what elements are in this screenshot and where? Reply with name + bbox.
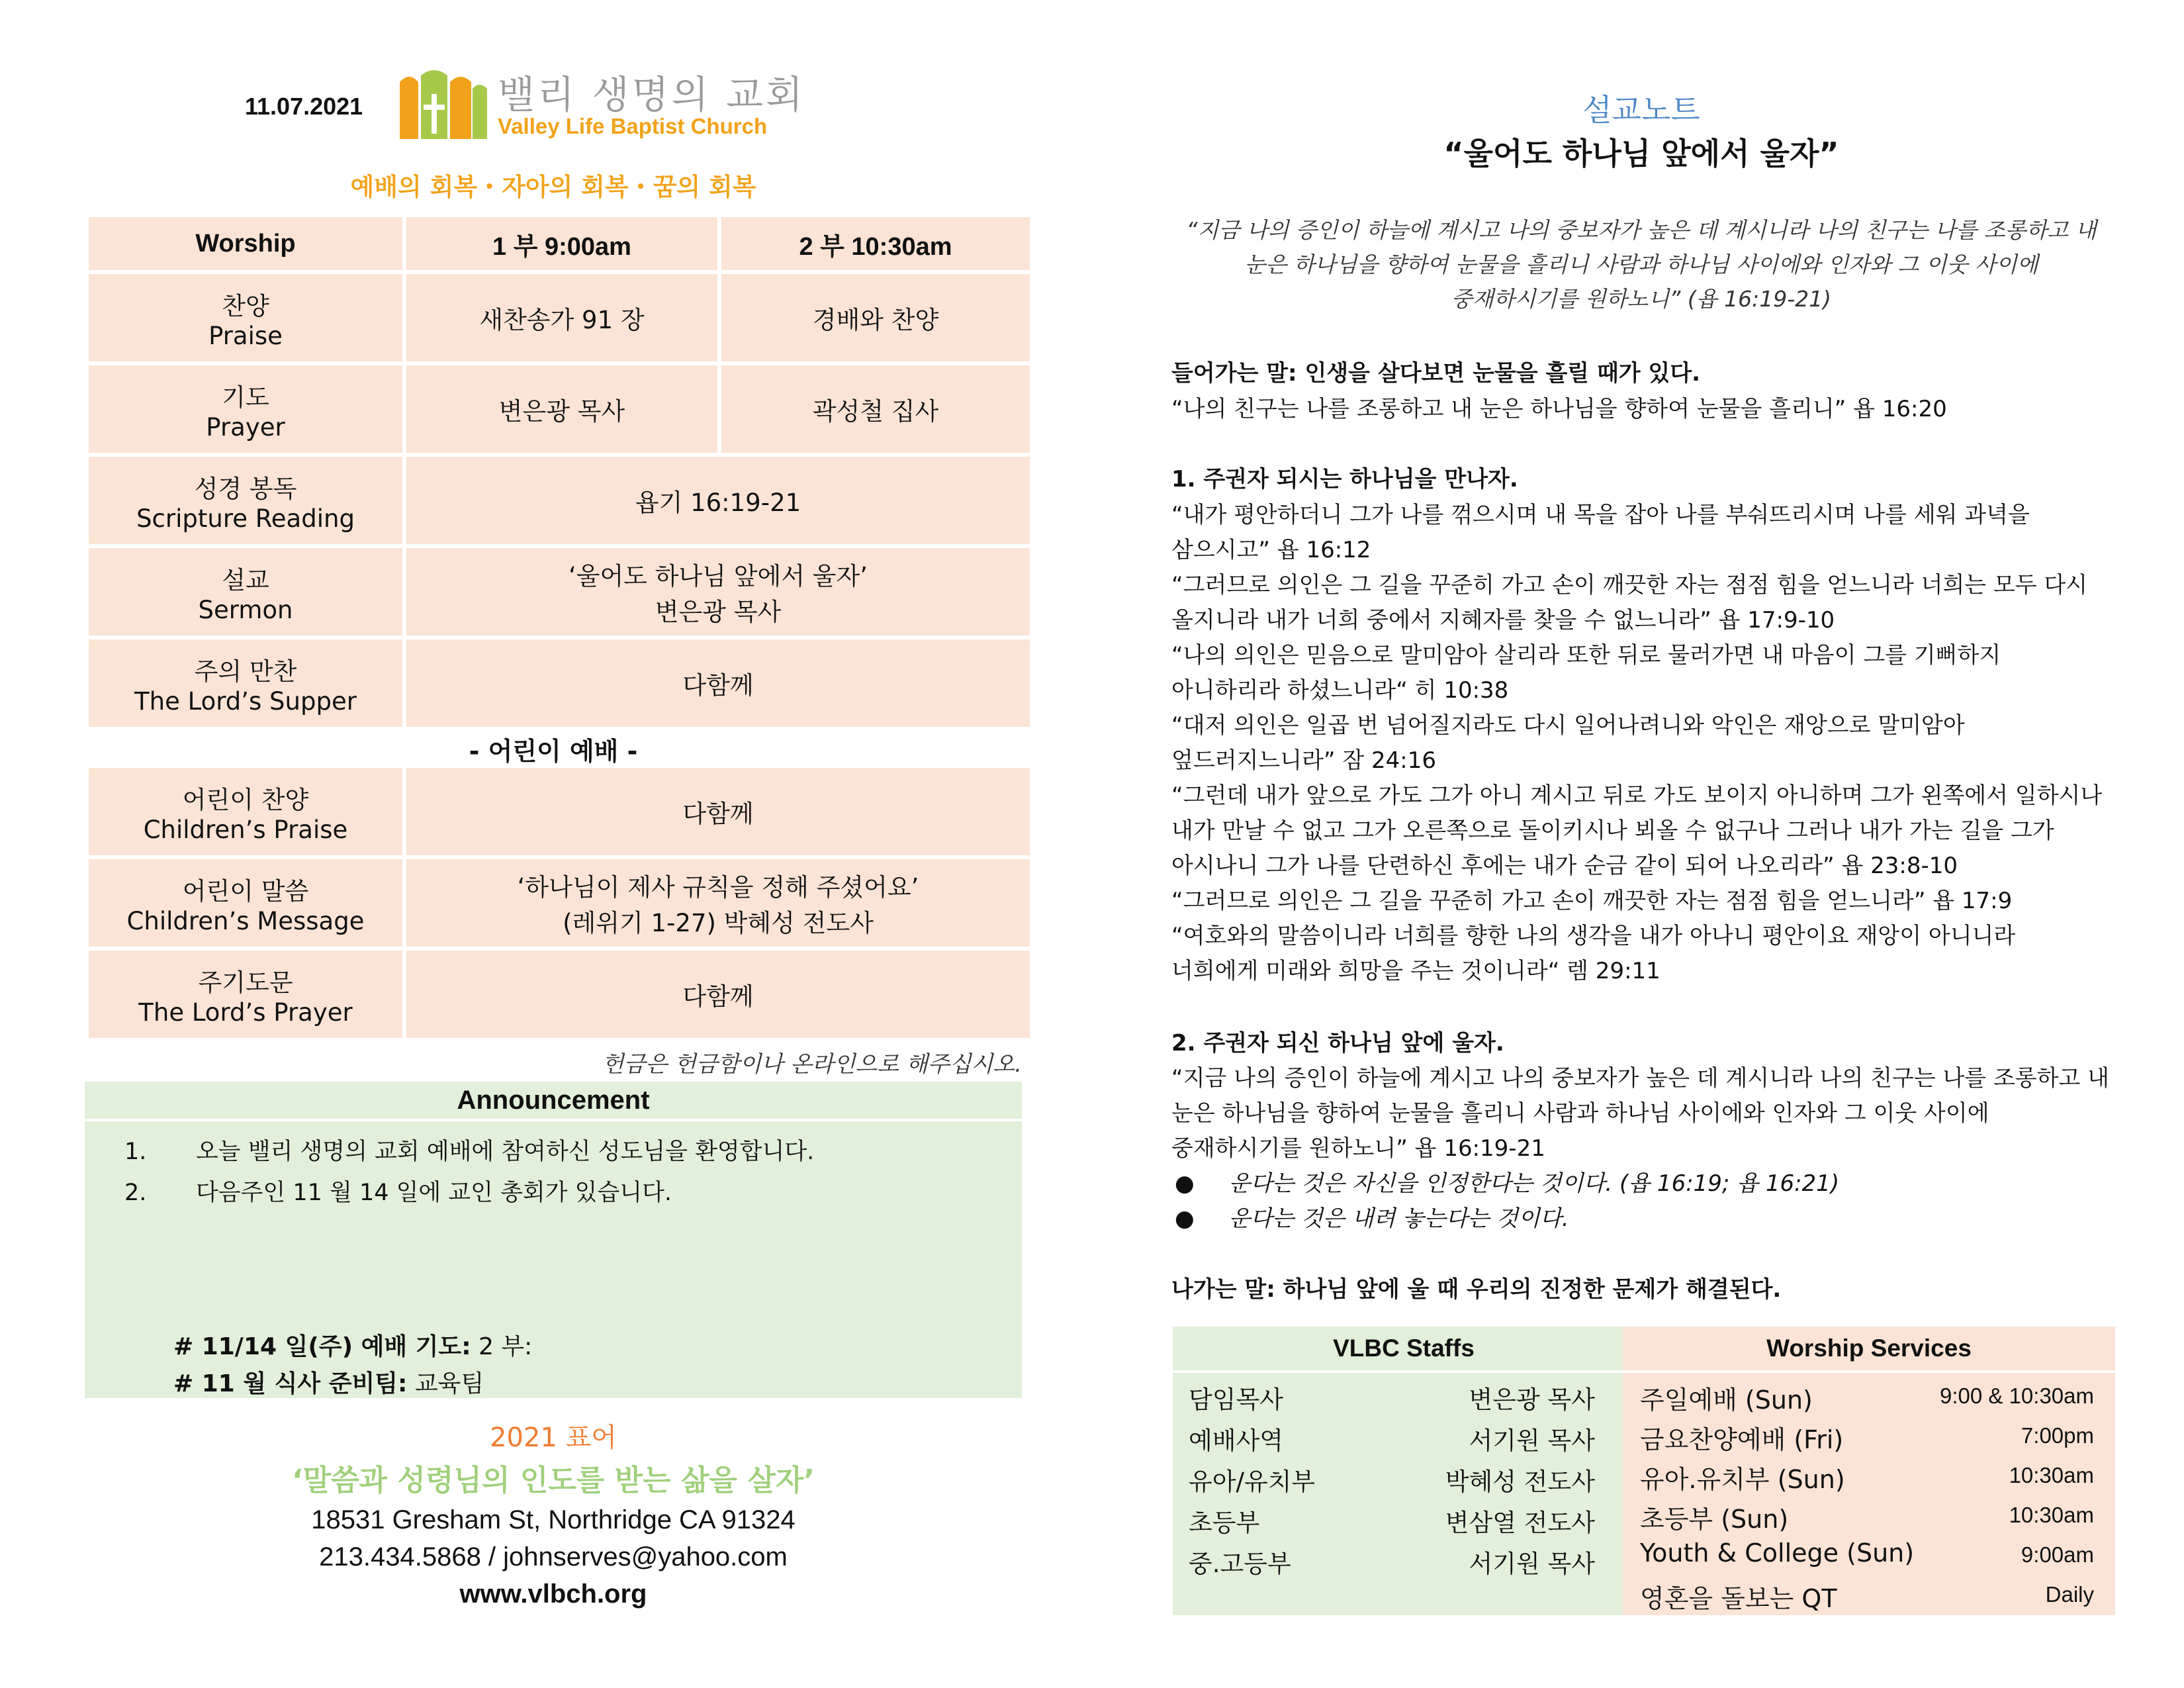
intro-heading: 들어가는 말: 인생을 살다보면 눈물을 흘릴 때가 있다. — [1171, 360, 1701, 387]
point-1-line: “그러므로 의인은 그 길을 꾸준히 가고 손이 깨끗한 자는 점점 힘을 얻느니라 너희는 모두 다시 — [1171, 572, 2088, 598]
prayer-first-service: 변은광 목사 — [406, 365, 717, 453]
point-2-heading: 2. 주권자 되신 하나님 앞에 울자. — [1171, 1030, 1504, 1056]
intro-verse: “나의 친구는 나를 조롱하고 내 눈은 하나님을 향하여 눈물을 흘리니” 욥 16:20 — [1171, 396, 1947, 422]
kids-praise-info: 다함께 — [406, 768, 1030, 855]
staff-title: VLBC Staffs — [1173, 1327, 1635, 1373]
church-motto: 예배의 회복・자아의 회복・꿈의 회복 — [350, 173, 756, 201]
prayer-assignment: # 11/14 일(주) 예배 기도: 2 부: — [173, 1333, 533, 1360]
staff-name: 서기원 목사 — [1469, 1427, 1595, 1455]
point-1-line: 너희에게 미래와 희망을 주는 것이니라“ 렘 29:11 — [1171, 958, 1661, 984]
key-verse-line: “지금 나의 증인이 하늘에 계시고 나의 중보자가 높은 데 계시니라 나의 친구는 나를 조롱하고 내 — [1186, 217, 2097, 243]
kids-item-praise: 어린이 찬양 Children’s Praise — [89, 768, 402, 855]
kids-item-lords-prayer: 주기도문 The Lord’s Prayer — [89, 951, 402, 1038]
church-logo-icon — [397, 69, 490, 140]
point-2-line: “지금 나의 증인이 하늘에 계시고 나의 중보자가 높은 데 계시니라 나의 친구는 나를 조롱하고 내 — [1171, 1065, 2109, 1092]
church-website[interactable]: www.vlbch.org — [459, 1579, 647, 1609]
service-name: 주일예배 (Sun) — [1640, 1385, 1813, 1415]
service-time: 9:00 & 10:30am — [1940, 1383, 2094, 1408]
service-name: 금요찬양예배 (Fri) — [1640, 1425, 1844, 1454]
order-item-sermon: 설교 Sermon — [89, 548, 402, 635]
point-1-line: 아니하리라 하셨느니라“ 히 10:38 — [1171, 677, 1509, 704]
church-name-english: Valley Life Baptist Church — [498, 114, 768, 138]
bullet-icon: ● — [1175, 1205, 1195, 1232]
staff-name: 변삼열 전도사 — [1445, 1509, 1595, 1537]
service-name: 유아.유치부 (Sun) — [1640, 1465, 1845, 1494]
point-1-line: 아시나니 그가 나를 단련하신 후에는 내가 순금 같이 되어 나오리라” 욥 23:8-10 — [1171, 853, 1958, 879]
order-item-lords-supper: 주의 만찬 The Lord’s Supper — [89, 639, 402, 727]
kids-worship-table — [85, 764, 1034, 1042]
kids-lords-prayer-info: 다함께 — [406, 951, 1030, 1038]
worship-header: Worship — [89, 217, 402, 270]
staff-role: 유아/유치부 — [1189, 1468, 1316, 1496]
service-time: 9:00am — [2021, 1542, 2094, 1567]
point-1-line: “그러므로 의인은 그 길을 꾸준히 가고 손이 깨끗한 자는 점점 힘을 얻느니라” 욥 17:9 — [1171, 888, 2013, 914]
point-2-line: 눈은 하나님을 향하여 눈물을 흘리니 사람과 하나님 사이에와 인자와 그 이웃 사이에 — [1171, 1100, 1989, 1127]
service-name: Youth & College (Sun) — [1640, 1538, 1915, 1568]
kids-item-message: 어린이 말씀 Children’s Message — [89, 859, 402, 947]
offering-note: 헌금은 헌금함이나 온라인으로 해주십시오. — [602, 1051, 1022, 1078]
announcement-item: 2. 다음주인 11 월 14 일에 교인 총회가 있습니다. — [124, 1180, 672, 1206]
service-time: Daily — [2045, 1582, 2094, 1607]
worship-order-table — [85, 213, 1034, 731]
point-1-line: “여호와의 말씀이니라 너희를 향한 나의 생각을 내가 아나니 평안이요 재앙이 아니니라 — [1171, 923, 2016, 949]
key-verse-line: 중재하시기를 원하노니” (욥 16:19-21) — [1451, 286, 1831, 312]
church-name-korean: 밸리 생명의 교회 — [498, 72, 806, 117]
staff-role: 중.고등부 — [1189, 1550, 1291, 1578]
announcement-item: 1. 오늘 밸리 생명의 교회 예배에 참여하신 성도님을 환영합니다. — [124, 1139, 815, 1165]
point-2-line: 중재하시기를 원하노니” 욥 16:19-21 — [1171, 1135, 1545, 1162]
staff-name: 서기원 목사 — [1469, 1550, 1595, 1578]
church-contact: 213.434.5868 / johnserves@yahoo.com — [319, 1542, 788, 1571]
point-1-line: 올지니라 내가 너희 중에서 지혜자를 찾을 수 없느니라” 욥 17:9-10 — [1171, 607, 1835, 633]
bullet-point: ● 운다는 것은 내려 놓는다는 것이다. — [1175, 1205, 1569, 1232]
point-1-line: “대저 의인은 일곱 번 넘어질지라도 다시 일어나려니와 악인은 재앙으로 말미암아 — [1171, 712, 1965, 739]
bullet-point: ● 운다는 것은 자신을 인정한다는 것이다. (욥 16:19; 욥 16:21) — [1175, 1170, 1840, 1197]
kids-message-info: ‘하나님이 제사 규칙을 정해 주셨어요’ (레위기 1-27) 박혜성 전도사 — [406, 859, 1030, 947]
meal-team: # 11 월 식사 준비팀: 교육팀 — [173, 1370, 484, 1397]
sermon-title: “울어도 하나님 앞에서 울자” — [1443, 136, 1839, 171]
sermon-notes-label: 설교노트 — [1582, 92, 1700, 128]
point-1-line: “그런데 내가 앞으로 가도 그가 아니 계시고 뒤로 가도 보이지 아니하며 그가 왼쪽에서 일하시나 — [1171, 782, 2103, 809]
church-address: 18531 Gresham St, Northridge CA 91324 — [311, 1505, 796, 1534]
sermon-info: ‘울어도 하나님 앞에서 울자’ 변은광 목사 — [406, 548, 1030, 635]
bullet-icon: ● — [1175, 1170, 1195, 1197]
service-time: 10:30am — [2009, 1463, 2094, 1487]
first-service-header: 1 부 9:00am — [406, 217, 717, 270]
scripture-reference: 욥기 16:19-21 — [406, 457, 1030, 544]
service-name: 영혼을 돌보는 QT — [1640, 1584, 1837, 1613]
staff-name: 변은광 목사 — [1469, 1385, 1595, 1414]
praise-first-service: 새찬송가 91 장 — [406, 274, 717, 361]
point-1-line: “내가 평안하더니 그가 나를 꺾으시며 내 목을 잡아 나를 부숴뜨리시며 나를 세워 과녁을 — [1171, 502, 2030, 528]
second-service-header: 2 부 10:30am — [721, 217, 1030, 270]
order-item-prayer: 기도 Prayer — [89, 365, 402, 453]
staff-name: 박혜성 전도사 — [1445, 1468, 1595, 1496]
kids-worship-heading: - 어린이 예배 - — [469, 737, 638, 766]
lords-supper-info: 다함께 — [406, 639, 1030, 727]
year-motto-label: 2021 표어 — [490, 1423, 617, 1453]
service-time: 7:00pm — [2021, 1423, 2094, 1448]
key-verse-line: 눈은 하나님을 향하여 눈물을 흘리니 사람과 하나님 사이에와 인자와 그 이웃 사이에 — [1244, 252, 2038, 277]
point-1-line: 내가 만날 수 없고 그가 오른쪽으로 돌이키시나 뵈올 수 없구나 그러나 내가 가는 길을 그가 — [1171, 818, 2054, 844]
order-item-scripture: 성경 봉독 Scripture Reading — [89, 457, 402, 544]
bulletin-date: 11.07.2021 — [245, 93, 363, 120]
order-item-praise: 찬양 Praise — [89, 274, 402, 361]
staff-role: 예배사역 — [1189, 1427, 1283, 1455]
point-1-heading: 1. 주권자 되시는 하나님을 만나자. — [1171, 466, 1518, 492]
year-motto: ‘말씀과 성령님의 인도를 받는 삶을 살자’ — [291, 1464, 815, 1497]
service-name: 초등부 (Sun) — [1640, 1505, 1789, 1534]
worship-services-title: Worship Services — [1623, 1327, 2115, 1373]
praise-second-service: 경배와 찬양 — [721, 274, 1030, 361]
staff-role: 담임목사 — [1189, 1385, 1283, 1414]
prayer-second-service: 곽성철 집사 — [721, 365, 1030, 453]
staff-role: 초등부 — [1189, 1509, 1260, 1537]
point-1-line: 삼으시고” 욥 16:12 — [1171, 537, 1371, 563]
point-1-line: “나의 의인은 믿음으로 말미암아 살리라 또한 뒤로 물러가면 내 마음이 그를 기뻐하지 — [1171, 642, 2001, 669]
announcement-title: Announcement — [85, 1082, 1022, 1121]
point-1-line: 엎드러지느니라” 잠 24:16 — [1171, 747, 1436, 774]
closing-statement: 나가는 말: 하나님 앞에 울 때 우리의 진정한 문제가 해결된다. — [1171, 1276, 1782, 1303]
service-time: 10:30am — [2009, 1503, 2094, 1527]
